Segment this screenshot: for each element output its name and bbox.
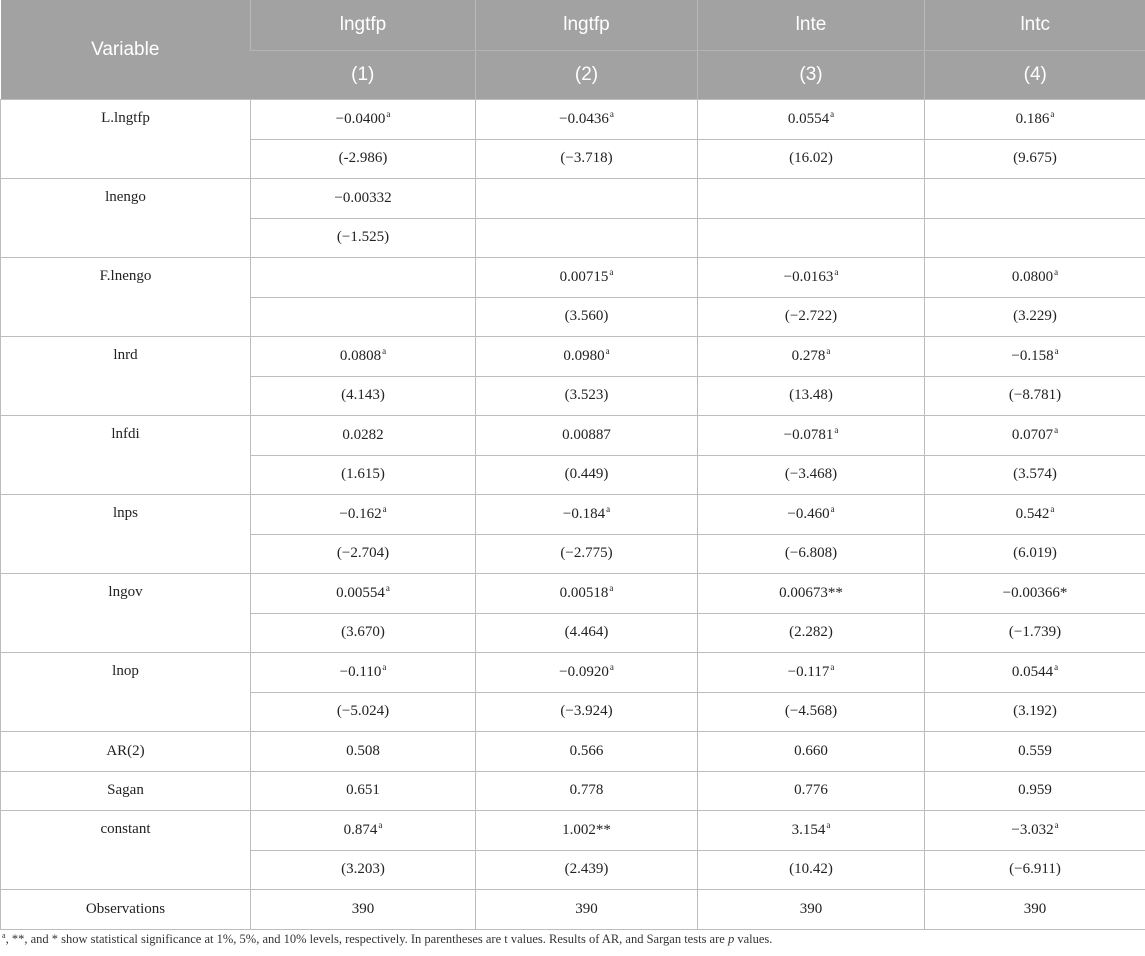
coefficient-value: 0.542: [1015, 505, 1050, 522]
significance-marker: a: [385, 582, 390, 593]
table-row: [1, 732, 1145, 772]
coefficient-cell: [698, 771, 925, 811]
significance-marker: a: [609, 661, 614, 672]
t-value-cell: (4.464): [476, 613, 698, 653]
coefficient-cell: [476, 258, 698, 298]
t-value-cell: (−2.775): [476, 534, 698, 574]
coefficient-cell: [925, 890, 1145, 930]
t-value-cell: [251, 297, 476, 337]
coefficient-cell: [925, 337, 1145, 377]
table-row: [1, 771, 1145, 811]
coefficient-value: 1.002**: [562, 821, 611, 838]
coefficient-value: −0.162: [339, 505, 382, 522]
header-row-names: [1, 0, 1145, 51]
coefficient-value: 0.0282: [342, 426, 384, 443]
coefficient-cell: [698, 337, 925, 377]
table-row: [1, 337, 1145, 377]
table-row: [1, 100, 1145, 140]
coefficient-cell: [251, 258, 476, 298]
coefficient-cell: [251, 416, 476, 456]
coefficient-value: −0.00332: [334, 189, 392, 206]
t-value-cell: (3.670): [251, 613, 476, 653]
significance-marker: a: [382, 661, 387, 672]
coefficient-cell: [925, 653, 1145, 693]
t-value-cell: (0.449): [476, 455, 698, 495]
coefficient-value: 0.660: [794, 742, 828, 759]
t-value-cell: (−2.704): [251, 534, 476, 574]
significance-marker: a: [386, 108, 391, 119]
t-value-cell: (−3.468): [698, 455, 925, 495]
footnote-text-1: , **, and * show statistical significance at 1%, 5%, and 10% levels, respectively. In parentheses are t values. Results of AR, and Sargan tests are: [5, 932, 728, 946]
coefficient-cell: [251, 811, 476, 851]
t-value-cell: (2.439): [476, 850, 698, 890]
coefficient-cell: [251, 653, 476, 693]
significance-marker: a: [609, 108, 614, 119]
coefficient-value: 0.278: [791, 347, 826, 364]
t-value-cell: (9.675): [925, 139, 1145, 179]
t-value-cell: (−1.525): [251, 218, 476, 258]
column-number-2: (2): [476, 51, 698, 100]
coefficient-cell: [698, 258, 925, 298]
table-row: [1, 495, 1145, 535]
variable-label: lnop: [1, 653, 251, 732]
coefficient-value: 0.0544: [1011, 663, 1054, 680]
t-value-cell: (−1.739): [925, 613, 1145, 653]
t-value-cell: (−3.924): [476, 692, 698, 732]
significance-marker: a: [1054, 345, 1059, 356]
coefficient-cell: [925, 811, 1145, 851]
significance-marker: a: [1050, 503, 1055, 514]
footnote-p-symbol: p: [727, 932, 735, 946]
coefficient-cell: [698, 100, 925, 140]
coefficient-value: −0.110: [339, 663, 382, 680]
t-value-cell: (-2.986): [251, 139, 476, 179]
significance-marker: a: [609, 266, 614, 277]
coefficient-cell: [698, 179, 925, 219]
coefficient-value: 0.959: [1018, 782, 1052, 799]
t-value-cell: (3.560): [476, 297, 698, 337]
significance-marker: a: [830, 503, 835, 514]
coefficient-cell: [251, 732, 476, 772]
coefficient-cell: [251, 100, 476, 140]
table-row: [1, 890, 1145, 930]
t-value-cell: (3.229): [925, 297, 1145, 337]
significance-marker: a: [830, 108, 835, 119]
coefficient-value: 390: [351, 900, 375, 917]
t-value-cell: [698, 218, 925, 258]
t-value-cell: (−8.781): [925, 376, 1145, 416]
table-row: [1, 258, 1145, 298]
coefficient-cell: [476, 732, 698, 772]
footnote-text-2: values.: [734, 932, 773, 946]
variable-label: lnfdi: [1, 416, 251, 495]
column-header-1: lngtfp: [251, 0, 476, 51]
coefficient-value: 390: [575, 900, 598, 917]
coefficient-cell: [476, 574, 698, 614]
significance-marker: a: [378, 819, 383, 830]
table-row: [1, 416, 1145, 456]
t-value-cell: (−4.568): [698, 692, 925, 732]
significance-marker: a: [1050, 108, 1055, 119]
coefficient-cell: [698, 890, 925, 930]
coefficient-cell: [925, 100, 1145, 140]
significance-marker: a: [1054, 661, 1059, 672]
variable-label: lngov: [1, 574, 251, 653]
significance-marker: a: [830, 661, 835, 672]
t-value-cell: (−3.718): [476, 139, 698, 179]
significance-marker: a: [606, 503, 611, 514]
coefficient-cell: [476, 771, 698, 811]
coefficient-value: 0.00715: [559, 268, 609, 285]
coefficient-value: −0.117: [787, 663, 830, 680]
significance-marker: a: [1054, 424, 1059, 435]
coefficient-value: 0.874: [343, 821, 378, 838]
coefficient-cell: [476, 100, 698, 140]
significance-marker: a: [382, 345, 387, 356]
t-value-cell: (−5.024): [251, 692, 476, 732]
coefficient-cell: [476, 890, 698, 930]
coefficient-value: 0.0800: [1011, 268, 1054, 285]
coefficient-value: 0.00518: [559, 584, 609, 601]
coefficient-cell: [925, 495, 1145, 535]
coefficient-cell: [925, 416, 1145, 456]
coefficient-value: 0.00673**: [779, 584, 843, 601]
t-value-cell: (3.574): [925, 455, 1145, 495]
coefficient-value: 390: [799, 900, 823, 917]
variable-label: lnrd: [1, 337, 251, 416]
coefficient-value: −3.032: [1011, 821, 1054, 838]
t-value-cell: (16.02): [698, 139, 925, 179]
table-footnote: [2, 932, 772, 947]
coefficient-cell: [251, 495, 476, 535]
t-value-cell: (3.523): [476, 376, 698, 416]
significance-marker: a: [834, 424, 839, 435]
coefficient-cell: [476, 416, 698, 456]
table-row: [1, 653, 1145, 693]
coefficient-cell: [925, 732, 1145, 772]
coefficient-value: 0.776: [794, 782, 828, 799]
variable-label: lnengo: [1, 179, 251, 258]
coefficient-cell: [698, 732, 925, 772]
coefficient-value: 390: [1023, 900, 1047, 917]
t-value-cell: (1.615): [251, 455, 476, 495]
significance-marker: a: [609, 582, 614, 593]
coefficient-cell: [698, 495, 925, 535]
coefficient-value: 0.186: [1015, 110, 1050, 127]
coefficient-value: −0.158: [1011, 347, 1054, 364]
coefficient-value: 0.0554: [787, 110, 830, 127]
coefficient-cell: [476, 179, 698, 219]
coefficient-cell: [925, 179, 1145, 219]
t-value-cell: (−2.722): [698, 297, 925, 337]
variable-label: Sagan: [1, 771, 251, 811]
coefficient-value: −0.0400: [335, 110, 386, 127]
variable-label: L.lngtfp: [1, 100, 251, 179]
t-value-cell: [925, 218, 1145, 258]
variable-label: constant: [1, 811, 251, 890]
coefficient-value: −0.0781: [783, 426, 834, 443]
coefficient-cell: [925, 258, 1145, 298]
coefficient-value: 0.0707: [1011, 426, 1054, 443]
table-body: [1, 100, 1145, 930]
coefficient-cell: [251, 890, 476, 930]
coefficient-value: −0.00366*: [1002, 584, 1068, 601]
coefficient-cell: [251, 574, 476, 614]
coefficient-value: 0.0980: [563, 347, 605, 364]
significance-marker: a: [826, 345, 831, 356]
t-value-cell: (10.42): [698, 850, 925, 890]
significance-marker: a: [382, 503, 387, 514]
coefficient-cell: [698, 811, 925, 851]
column-number-1: (1): [251, 51, 476, 100]
coefficient-value: 0.778: [569, 782, 604, 799]
table-row: [1, 811, 1145, 851]
coefficient-value: 3.154: [791, 821, 826, 838]
coefficient-cell: [251, 337, 476, 377]
coefficient-cell: [476, 653, 698, 693]
column-header-4: lntc: [925, 0, 1145, 51]
coefficient-cell: [698, 416, 925, 456]
coefficient-value: −0.0920: [559, 663, 609, 680]
column-header-2: lngtfp: [476, 0, 698, 51]
coefficient-value: 0.00887: [562, 426, 611, 443]
coefficient-value: 0.566: [569, 742, 604, 759]
variable-label: Observations: [1, 890, 251, 930]
coefficient-cell: [476, 495, 698, 535]
column-header-3: lnte: [698, 0, 925, 51]
coefficient-cell: [925, 771, 1145, 811]
t-value-cell: (−6.911): [925, 850, 1145, 890]
significance-marker: a: [1054, 819, 1059, 830]
coefficient-value: 0.651: [346, 782, 380, 799]
coefficient-cell: [251, 179, 476, 219]
significance-marker: a: [826, 819, 831, 830]
variable-header: Variable: [1, 0, 251, 100]
coefficient-cell: [476, 811, 698, 851]
variable-label: AR(2): [1, 732, 251, 772]
footnote-marker: a: [2, 930, 6, 940]
coefficient-cell: [698, 574, 925, 614]
variable-label: lnps: [1, 495, 251, 574]
coefficient-cell: [476, 337, 698, 377]
coefficient-value: 0.00554: [336, 584, 385, 601]
t-value-cell: (6.019): [925, 534, 1145, 574]
coefficient-value: −0.0436: [559, 110, 609, 127]
coefficient-cell: [698, 653, 925, 693]
table-header: [1, 0, 1145, 100]
significance-marker: a: [605, 345, 610, 356]
table-row: [1, 574, 1145, 614]
significance-marker: a: [834, 266, 839, 277]
coefficient-value: 0.559: [1018, 742, 1052, 759]
t-value-cell: (4.143): [251, 376, 476, 416]
t-value-cell: (13.48): [698, 376, 925, 416]
column-number-3: (3): [698, 51, 925, 100]
coefficient-value: −0.460: [787, 505, 830, 522]
significance-marker: a: [1054, 266, 1059, 277]
coefficient-value: 0.508: [346, 742, 380, 759]
column-number-4: (4): [925, 51, 1145, 100]
table-row: [1, 179, 1145, 219]
t-value-cell: [476, 218, 698, 258]
coefficient-value: −0.0163: [783, 268, 834, 285]
coefficient-value: −0.184: [562, 505, 606, 522]
variable-label: F.lnengo: [1, 258, 251, 337]
coefficient-cell: [251, 771, 476, 811]
t-value-cell: (2.282): [698, 613, 925, 653]
coefficient-value: 0.0808: [339, 347, 382, 364]
coefficient-cell: [925, 574, 1145, 614]
t-value-cell: (3.192): [925, 692, 1145, 732]
t-value-cell: (3.203): [251, 850, 476, 890]
t-value-cell: (−6.808): [698, 534, 925, 574]
